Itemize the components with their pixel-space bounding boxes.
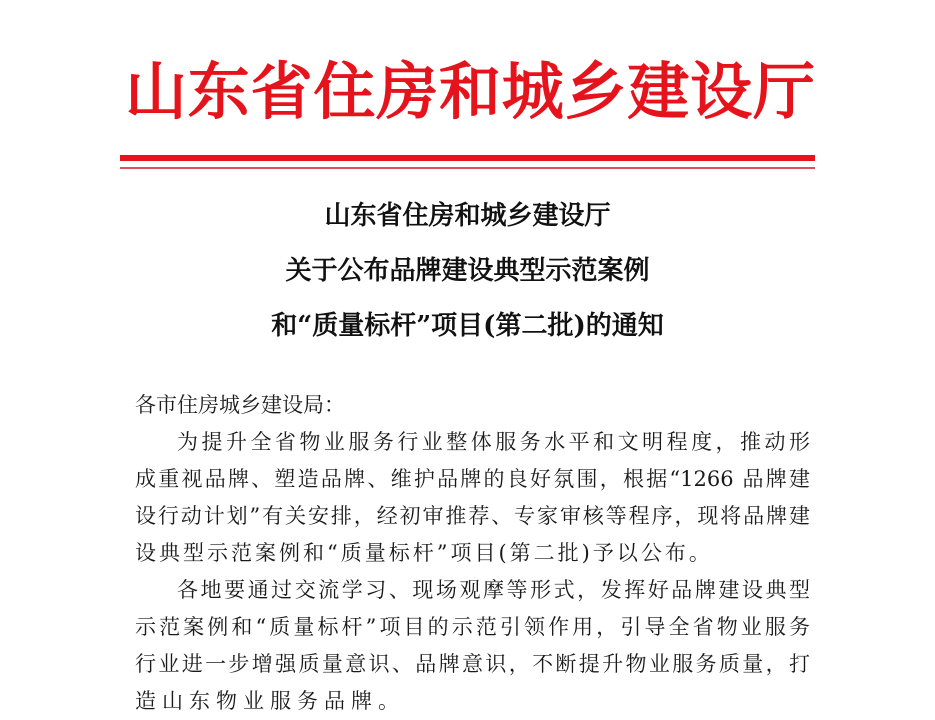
- notice-title-line-2: 关于公布品牌建设典型示范案例: [285, 256, 650, 286]
- notice-title-line-3: 和“质量标杆”项目(第二批)的通知: [271, 311, 664, 341]
- paragraph-line: 造山东物业服务品牌。: [135, 689, 405, 713]
- letterhead-divider-thin: [120, 167, 815, 169]
- paragraph-line: 成重视品牌、塑造品牌、维护品牌的良好氛围，根据“1266 品牌建: [135, 467, 810, 491]
- letterhead-divider-thick: [120, 155, 815, 161]
- paragraph-line: 示范案例和“质量标杆”项目的示范引领作用，引导全省物业服务: [135, 615, 810, 639]
- salutation: 各市住房城乡建设局：: [135, 393, 345, 417]
- document-letterhead-title: 山东省住房和城乡建设厅: [125, 55, 815, 128]
- paragraph-line: 各地要通过交流学习、现场观摩等形式，发挥好品牌建设典型: [177, 578, 810, 602]
- notice-title-line-1: 山东省住房和城乡建设厅: [324, 201, 611, 231]
- paragraph-line: 为提升全省物业服务行业整体服务水平和文明程度，推动形: [177, 430, 810, 454]
- paragraph-line: 设行动计划”有关安排，经初审推荐、专家审核等程序，现将品牌建: [135, 504, 810, 528]
- paragraph-line: 设典型示范案例和“质量标杆”项目(第二批)予以公布。: [135, 541, 713, 565]
- paragraph-line: 行业进一步增强质量意识、品牌意识，不断提升物业服务质量，打: [135, 652, 810, 676]
